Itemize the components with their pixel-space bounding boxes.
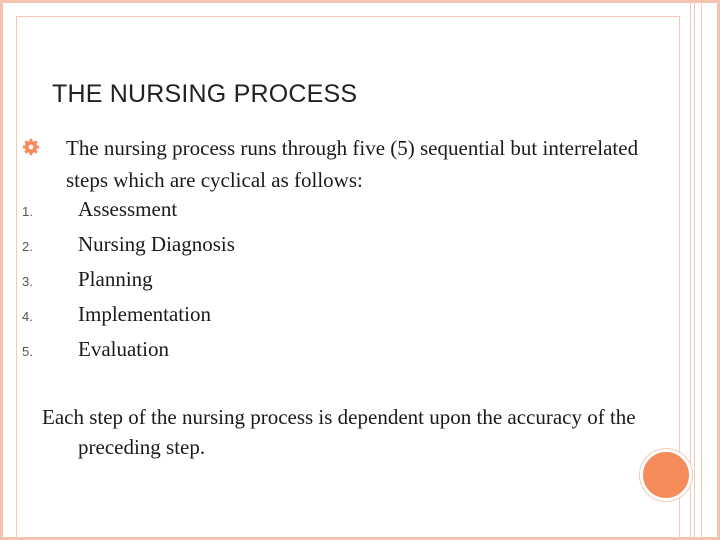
list-item <box>22 300 235 335</box>
frame-rail <box>694 0 695 540</box>
closing-statement: Each step of the nursing process is dependent upon the accuracy of the preceding step. <box>42 405 636 459</box>
list-item <box>22 335 235 370</box>
steps-list <box>22 195 235 370</box>
step-label: Nursing Diagnosis <box>78 232 235 256</box>
frame-rail <box>701 0 702 540</box>
step-number: 1. <box>22 204 33 219</box>
step-number: 5. <box>22 344 33 359</box>
step-number: 4. <box>22 309 33 324</box>
step-number: 2. <box>22 239 33 254</box>
step-label: Assessment <box>78 197 178 221</box>
accent-circle <box>640 449 692 501</box>
frame-rail <box>690 0 691 540</box>
step-label: Evaluation <box>78 337 169 361</box>
list-item <box>22 230 235 265</box>
step-number: 3. <box>22 274 33 289</box>
slide-title: THE NURSING PROCESS <box>52 80 358 108</box>
intro-text: The nursing process runs through five (5) sequential but interrelated steps which are cyclical as follows: <box>66 136 639 192</box>
step-label: Implementation <box>78 302 211 326</box>
gear-bullet-icon <box>22 138 40 156</box>
step-label: Planning <box>78 267 153 291</box>
intro-bullet <box>22 132 642 196</box>
list-item <box>22 195 235 230</box>
list-item <box>22 265 235 300</box>
